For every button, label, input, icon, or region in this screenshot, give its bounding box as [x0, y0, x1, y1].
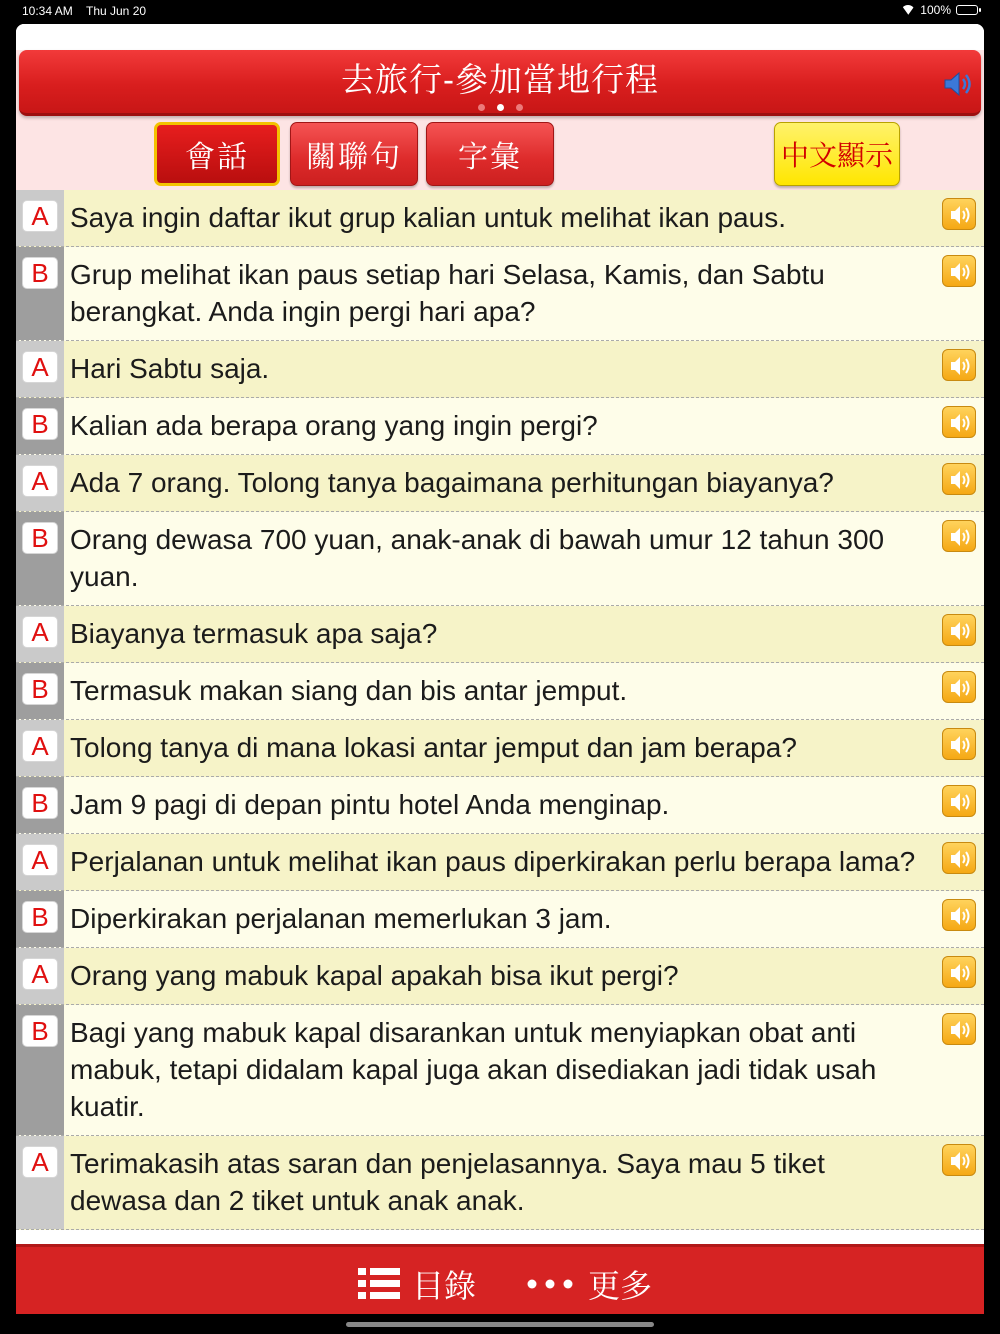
speaker-icon: [943, 900, 977, 932]
dialogue-row[interactable]: [16, 455, 984, 512]
speaker-icon: [943, 957, 977, 989]
contents-button[interactable]: [358, 1261, 476, 1307]
speaker-column: [16, 398, 64, 454]
play-audio-button[interactable]: [942, 406, 976, 438]
speaker-badge: B: [22, 257, 58, 289]
sentence-text: Ada 7 orang. Tolong tanya bagaimana perhitungan biayanya?: [70, 467, 834, 498]
play-audio-button[interactable]: [942, 520, 976, 552]
dialogue-row[interactable]: [16, 777, 984, 834]
play-audio-button[interactable]: [942, 785, 976, 817]
dialogue-row[interactable]: [16, 1136, 984, 1230]
play-audio-button[interactable]: [942, 255, 976, 287]
speaker-column: [16, 606, 64, 662]
speaker-icon: [943, 615, 977, 647]
sentence-text: Orang yang mabuk kapal apakah bisa ikut pergi?: [70, 960, 679, 991]
dialogue-row[interactable]: [16, 606, 984, 663]
bottom-toolbar: [16, 1244, 984, 1314]
sentence-text: Kalian ada berapa orang yang ingin pergi?: [70, 410, 598, 441]
speaker-column: [16, 455, 64, 511]
sentence-text: Tolong tanya di mana lokasi antar jemput dan jam berapa?: [70, 732, 797, 763]
speaker-icon[interactable]: [942, 70, 974, 98]
speaker-column: [16, 834, 64, 890]
sentence-text: Terimakasih atas saran dan penjelasannya. Saya mau 5 tiket dewasa dan 2 tiket untuk anak anak.: [70, 1148, 825, 1216]
sentence-text: Termasuk makan siang dan bis antar jemput.: [70, 675, 628, 706]
play-audio-button[interactable]: [942, 728, 976, 760]
list-icon: [358, 1266, 400, 1302]
dialogue-list[interactable]: [16, 190, 984, 1244]
play-audio-button[interactable]: [942, 463, 976, 495]
play-audio-button[interactable]: [942, 349, 976, 381]
sentence-text: Biayanya termasuk apa saja?: [70, 618, 438, 649]
speaker-icon: [943, 672, 977, 704]
speaker-icon: [943, 350, 977, 382]
dialogue-row[interactable]: [16, 247, 984, 341]
sentence-text: Hari Sabtu saja.: [70, 353, 270, 384]
sentence-text: Saya ingin daftar ikut grup kalian untuk melihat ikan paus.: [70, 202, 786, 233]
chinese-display-label: 中文顯示: [780, 140, 893, 171]
speaker-column: [16, 720, 64, 776]
speaker-badge: A: [22, 844, 58, 876]
more-button[interactable]: [526, 1261, 652, 1307]
speaker-badge: A: [22, 616, 58, 648]
play-audio-button[interactable]: [942, 956, 976, 988]
speaker-icon: [943, 843, 977, 875]
tab-conversation-label: 會話: [185, 141, 249, 174]
page-dot[interactable]: [516, 104, 523, 111]
tab-related-sentences[interactable]: [290, 122, 418, 186]
dialogue-row[interactable]: [16, 891, 984, 948]
status-right: [901, 3, 978, 17]
speaker-icon: [943, 1145, 977, 1177]
speaker-column: [16, 512, 64, 605]
dialogue-row[interactable]: [16, 512, 984, 606]
play-audio-button[interactable]: [942, 899, 976, 931]
speaker-badge: B: [22, 522, 58, 554]
tab-vocabulary[interactable]: [426, 122, 554, 186]
speaker-badge: B: [22, 901, 58, 933]
dialogue-row[interactable]: [16, 1005, 984, 1136]
battery-icon: [956, 5, 978, 15]
dialogue-row[interactable]: [16, 398, 984, 455]
play-audio-button[interactable]: [942, 614, 976, 646]
speaker-icon: [943, 407, 977, 439]
more-label: 更多: [588, 1268, 653, 1304]
sentence-text: Bagi yang mabuk kapal disarankan untuk menyiapkan obat anti mabuk, tetapi didalam kapal juga akan disediakan jadi tidak usah kuatir.: [70, 1017, 877, 1122]
speaker-column: [16, 891, 64, 947]
speaker-badge: A: [22, 200, 58, 232]
contents-label: 目錄: [412, 1268, 477, 1304]
speaker-icon: [943, 786, 977, 818]
sentence-text: Diperkirakan perjalanan memerlukan 3 jam.: [70, 903, 612, 934]
speaker-icon: [943, 256, 977, 288]
play-audio-button[interactable]: [942, 842, 976, 874]
tab-related-sentences-label: 關聯句: [306, 141, 402, 174]
dialogue-row[interactable]: [16, 834, 984, 891]
play-audio-button[interactable]: [942, 1144, 976, 1176]
speaker-icon: [943, 1014, 977, 1046]
speaker-column: [16, 777, 64, 833]
dialogue-row[interactable]: [16, 663, 984, 720]
wifi-icon: [901, 5, 915, 15]
speaker-badge: B: [22, 787, 58, 819]
speaker-icon: [943, 521, 977, 553]
battery-percent: 100%: [920, 3, 951, 17]
speaker-badge: B: [22, 673, 58, 705]
sentence-text: Grup melihat ikan paus setiap hari Selasa, Kamis, dan Sabtu berangkat. Anda ingin pergi hari apa?: [70, 259, 825, 327]
speaker-badge: B: [22, 1015, 58, 1047]
app-window: [16, 24, 984, 1314]
status-time: 10:34 AM: [22, 4, 73, 18]
tab-conversation[interactable]: [154, 122, 280, 186]
header-area: [16, 24, 984, 190]
dialogue-row[interactable]: [16, 341, 984, 398]
speaker-icon: [943, 729, 977, 761]
speaker-badge: A: [22, 1146, 58, 1178]
page-dot[interactable]: [478, 104, 485, 111]
dialogue-row[interactable]: [16, 948, 984, 1005]
page-dot-active[interactable]: [497, 104, 504, 111]
page-title: 去旅行-參加當地行程: [341, 61, 659, 98]
status-bar: [0, 0, 1000, 22]
page-indicator[interactable]: [16, 104, 984, 111]
speaker-column: [16, 341, 64, 397]
speaker-badge: A: [22, 958, 58, 990]
tab-vocabulary-label: 字彙: [458, 141, 522, 174]
sentence-text: Jam 9 pagi di depan pintu hotel Anda menginap.: [70, 789, 670, 820]
sentence-text: Perjalanan untuk melihat ikan paus diperkirakan perlu berapa lama?: [70, 846, 916, 877]
dialogue-row[interactable]: [16, 720, 984, 777]
speaker-icon: [943, 464, 977, 496]
speaker-column: [16, 948, 64, 1004]
speaker-badge: A: [22, 465, 58, 497]
chinese-display-toggle[interactable]: [774, 122, 900, 186]
speaker-badge: A: [22, 730, 58, 762]
home-indicator[interactable]: [346, 1322, 654, 1327]
speaker-badge: A: [22, 351, 58, 383]
sentence-text: Orang dewasa 700 yuan, anak-anak di bawah umur 12 tahun 300 yuan.: [70, 524, 885, 592]
play-audio-button[interactable]: [942, 1013, 976, 1045]
speaker-column: [16, 247, 64, 340]
speaker-column: [16, 190, 64, 246]
speaker-column: [16, 663, 64, 719]
play-audio-button[interactable]: [942, 198, 976, 230]
speaker-column: [16, 1136, 64, 1229]
dialogue-row[interactable]: [16, 190, 984, 247]
play-audio-button[interactable]: [942, 671, 976, 703]
speaker-column: [16, 1005, 64, 1135]
status-date: Thu Jun 20: [86, 4, 147, 18]
more-icon: [526, 1278, 576, 1290]
speaker-icon: [943, 199, 977, 231]
speaker-badge: B: [22, 408, 58, 440]
